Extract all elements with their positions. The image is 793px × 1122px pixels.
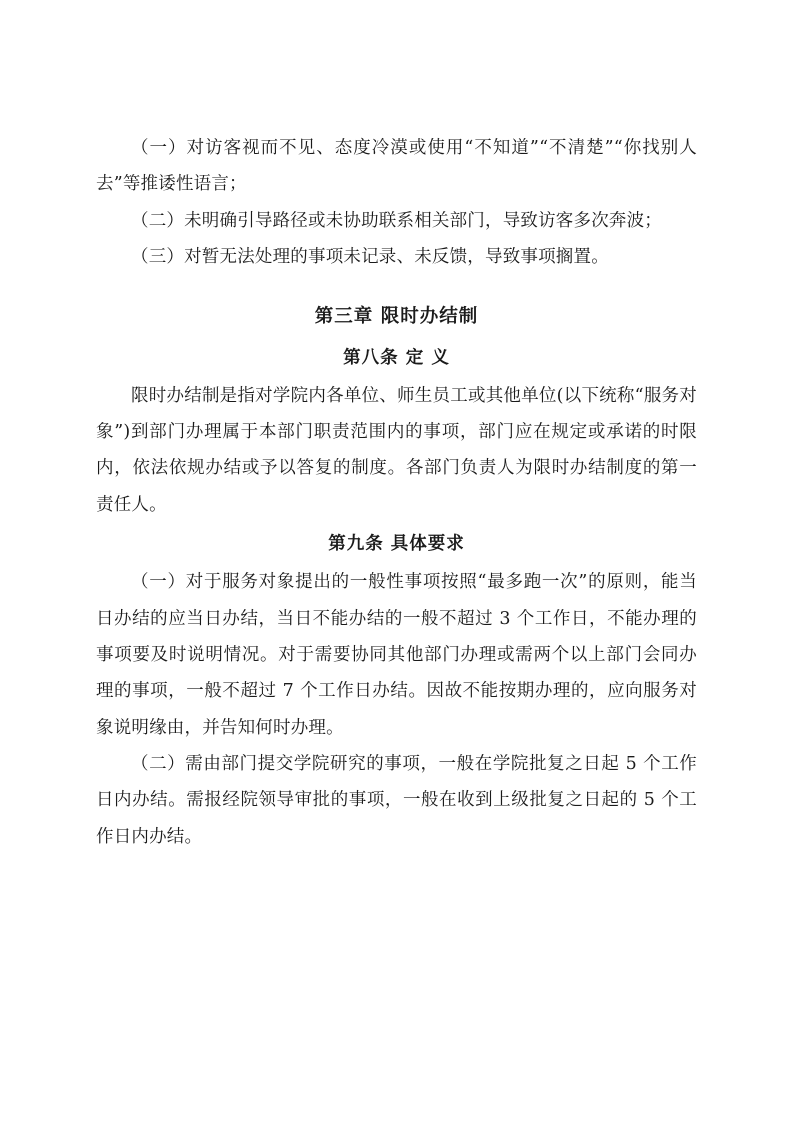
clause-2: （二）未明确引导路径或未协助联系相关部门，导致访客多次奔波； (131, 210, 662, 231)
article-9-clause-2: （二）需由部门提交学院研究的事项，一般在学院批复之日起 5 个工作日内办结。需报经院领导审批的事项，一般在收到上级批复之日起的 5 个工作日内办结。 (96, 754, 697, 847)
article-9-heading: 第九条 具体要求 (328, 534, 465, 555)
clause-1: （一）对访客视而不见、态度冷漠或使用“不知道”“不清楚”“你找别人去”等推诿性语言； (96, 138, 697, 195)
article-8-heading: 第八条 定 义 (343, 347, 450, 368)
clause-3: （三）对暂无法处理的事项未记录、未反馈，导致事项搁置。 (131, 247, 609, 268)
chapter-heading: 第三章 限时办结制 (314, 305, 479, 327)
article-8-body: 限时办结制是指对学院内各单位、师生员工或其他单位(以下统称“服务对象”)到部门办理属于本部门职责范围内的事项，部门应在规定或承诺的时限内，依法依规办结或予以答复的制度。各部门负责人为限时办结制度的第一责任人。 (96, 385, 697, 515)
article-9-clause-1: （一）对于服务对象提出的一般性事项按照“最多跑一次”的原则，能当日办结的应当日办结，当日不能办结的一般不超过 3 个工作日，不能办理的事项要及时说明情况。对于需要协同其他部门办理或需两个以上部门会同办理的事项，一般不超过 7 个工作日办结。因故不能按期办理的，应向服务对象说明缘由，并告知何时办理。 (96, 572, 697, 738)
